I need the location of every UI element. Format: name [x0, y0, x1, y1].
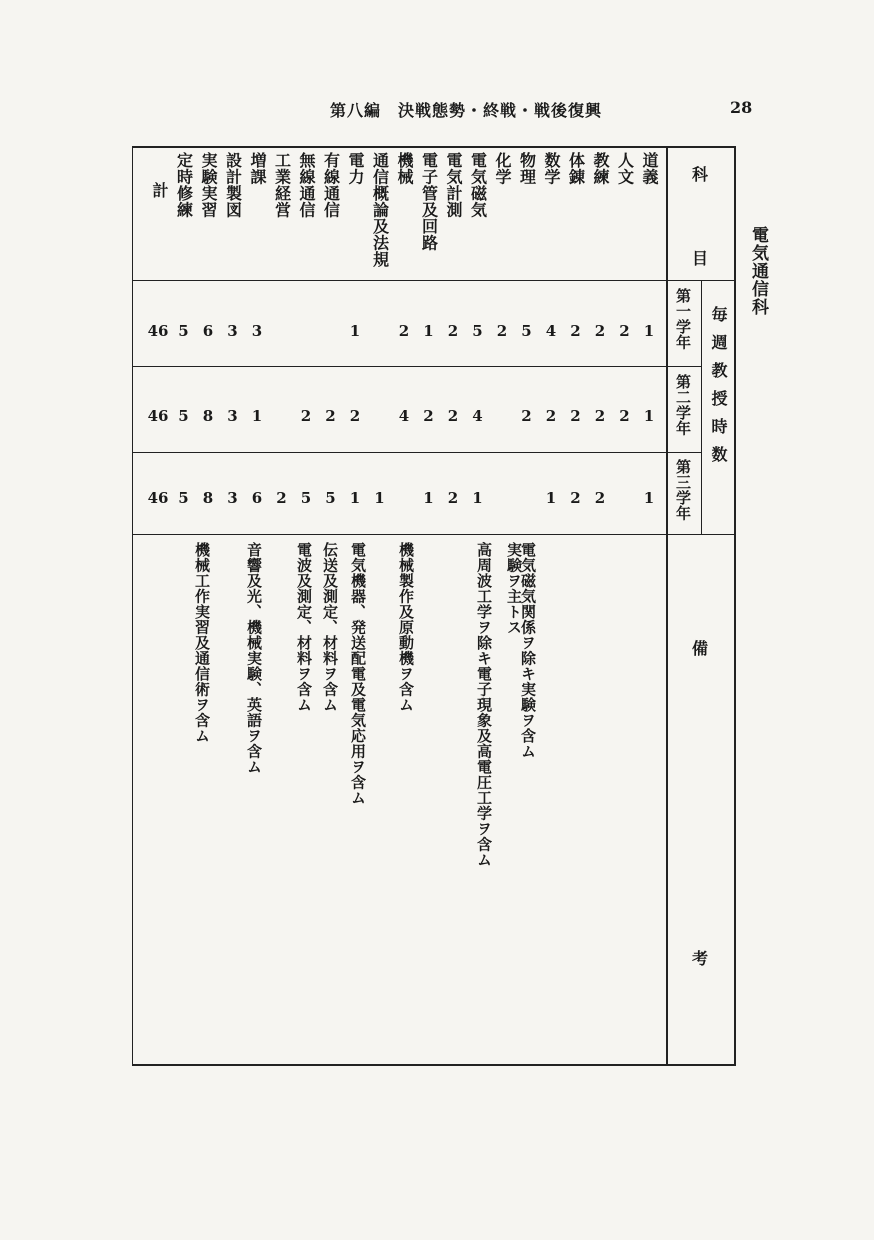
subject-name: 増課 — [248, 152, 267, 185]
hours-cell: 3 — [227, 407, 238, 425]
hours-cell: 1 — [374, 489, 385, 507]
department-title: 電気通信科 — [748, 226, 768, 316]
hours-cell: 2 — [349, 407, 361, 425]
table-border-bottom — [132, 1064, 736, 1066]
remark-text: 電気磁気関係ヲ除キ実験ヲ含ム — [519, 542, 537, 759]
table-border-right — [734, 146, 736, 1066]
row-divider-year3 — [132, 534, 668, 535]
subject-name: 機械 — [395, 152, 414, 185]
hours-cell: 2 — [594, 407, 606, 425]
header-subject-label-2: 目 — [692, 249, 709, 268]
header-divider-years — [701, 280, 702, 534]
remark-text: 機械製作及原動機ヲ含ム — [397, 542, 415, 713]
hours-cell: 2 — [325, 407, 336, 425]
header-year-1: 第一学年 — [674, 288, 692, 350]
hours-cell: 46 — [147, 322, 169, 340]
remark-text: 機械工作実習及通信術ヲ含ム — [193, 542, 211, 744]
hours-cell: 2 — [447, 489, 459, 507]
hours-cell: 5 — [178, 407, 189, 425]
header-line-years-2 — [666, 452, 702, 453]
hours-cell: 1 — [643, 407, 655, 425]
subject-name: 定時修練 — [174, 152, 194, 218]
curriculum-table — [132, 146, 736, 1066]
hours-cell: 46 — [147, 489, 169, 507]
hours-cell: 46 — [147, 407, 169, 425]
subject-name: 電気磁気 — [468, 152, 488, 218]
hours-cell: 8 — [202, 407, 214, 425]
hours-cell: 2 — [619, 322, 630, 340]
hours-cell: 2 — [570, 407, 581, 425]
remark-text: 実験ヲ主トス — [505, 542, 523, 635]
subject-name: 化学 — [493, 152, 512, 185]
header-subject-label-1: 科 — [692, 165, 709, 184]
hours-cell: 1 — [545, 489, 557, 507]
subject-name: 無線通信 — [297, 152, 316, 218]
hours-cell: 4 — [472, 407, 483, 425]
hours-cell: 4 — [545, 322, 557, 340]
hours-cell: 2 — [423, 407, 434, 425]
hours-cell: 5 — [178, 322, 189, 340]
table-border-top — [132, 146, 736, 148]
hours-cell: 4 — [398, 407, 410, 425]
hours-cell: 8 — [202, 489, 214, 507]
subject-name: 体錬 — [566, 152, 586, 185]
hours-cell: 2 — [570, 322, 581, 340]
subject-name: 数学 — [542, 152, 561, 185]
hours-cell: 1 — [423, 489, 434, 507]
header-hours-label: 毎週教授時数 — [709, 306, 728, 474]
hours-cell: 2 — [594, 489, 606, 507]
hours-cell: 5 — [325, 489, 336, 507]
subject-name: 電子管及回路 — [419, 152, 439, 251]
hours-cell: 5 — [472, 322, 483, 340]
hours-cell: 1 — [472, 489, 483, 507]
hours-cell: 1 — [251, 407, 263, 425]
hours-cell: 2 — [545, 407, 557, 425]
subject-name: 計 — [150, 182, 169, 199]
subject-name: 教練 — [591, 152, 610, 185]
subject-name: 工業経営 — [272, 152, 292, 218]
subject-name: 設計製図 — [223, 152, 243, 218]
hours-cell: 2 — [398, 322, 410, 340]
subject-name: 通信概論及法規 — [370, 152, 390, 268]
hours-cell: 5 — [521, 322, 532, 340]
header-column-divider — [666, 146, 668, 1066]
header-remarks-label-1: 備 — [692, 639, 709, 658]
hours-cell: 6 — [251, 489, 263, 507]
chapter-title: 第八編 決戦態勢・終戦・戦後復興 — [330, 101, 603, 120]
hours-cell: 3 — [227, 322, 238, 340]
header-year-2: 第二学年 — [674, 374, 692, 436]
subject-name: 物理 — [517, 152, 537, 185]
hours-cell: 2 — [496, 322, 508, 340]
hours-cell: 2 — [447, 407, 459, 425]
hours-cell: 1 — [643, 322, 655, 340]
hours-cell: 1 — [349, 489, 361, 507]
header-remarks-label-2: 考 — [692, 949, 709, 968]
remark-text: 高周波工学ヲ除キ電子現象及高電圧工学ヲ含ム — [475, 542, 493, 868]
hours-cell: 2 — [447, 322, 459, 340]
subject-name: 人文 — [615, 152, 635, 185]
remark-text: 伝送及測定、材料ヲ含ム — [321, 542, 339, 713]
row-divider-year2 — [132, 452, 668, 453]
hours-cell: 2 — [276, 489, 287, 507]
table-border-left — [132, 146, 133, 1066]
hours-cell: 5 — [178, 489, 189, 507]
remark-text: 音響及光、機械実験、英語ヲ含ム — [245, 542, 263, 775]
hours-cell: 2 — [521, 407, 532, 425]
subject-name: 電気計測 — [444, 152, 463, 218]
hours-cell: 2 — [300, 407, 312, 425]
hours-cell: 2 — [619, 407, 630, 425]
remark-text: 電気機器、発送配電及電気応用ヲ含ム — [349, 542, 367, 806]
hours-cell: 2 — [594, 322, 606, 340]
subject-name: 道義 — [640, 152, 659, 185]
header-year-3: 第三学年 — [674, 459, 692, 521]
hours-cell: 3 — [251, 322, 263, 340]
hours-cell: 3 — [227, 489, 238, 507]
subject-name: 電力 — [346, 152, 365, 185]
running-header — [0, 98, 874, 122]
page-number: 28 — [730, 98, 753, 117]
subject-name: 実験実習 — [199, 152, 218, 218]
header-line-years — [666, 366, 702, 367]
hours-cell: 1 — [643, 489, 655, 507]
hours-cell: 6 — [202, 322, 214, 340]
hours-cell: 1 — [423, 322, 434, 340]
remark-text: 電波及測定、材料ヲ含ム — [295, 542, 313, 713]
hours-cell: 2 — [570, 489, 581, 507]
subject-name: 有線通信 — [321, 152, 341, 218]
hours-cell: 1 — [349, 322, 361, 340]
header-line-hours — [666, 534, 736, 535]
hours-cell: 5 — [300, 489, 312, 507]
